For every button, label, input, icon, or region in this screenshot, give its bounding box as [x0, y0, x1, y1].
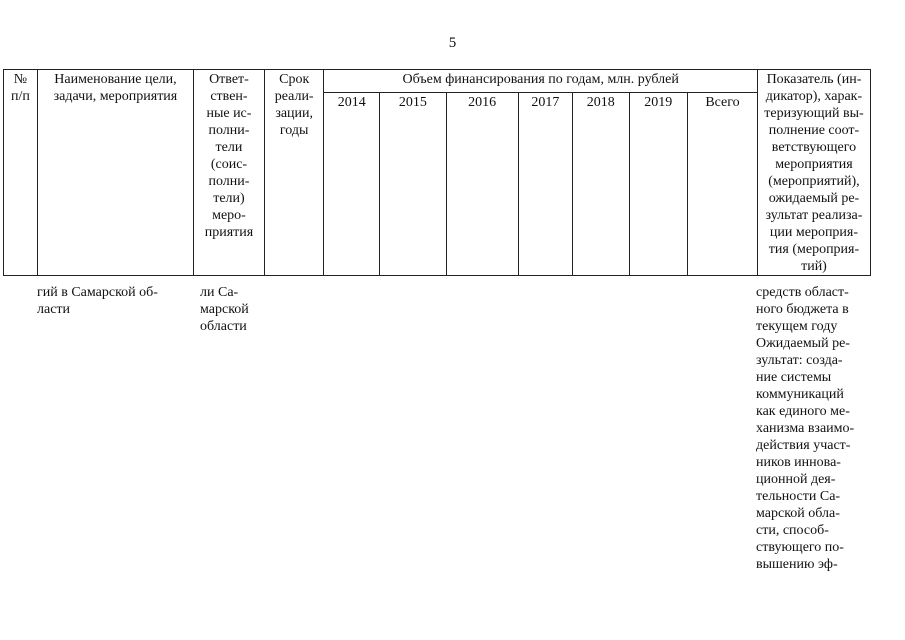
header-year-2018: 2018: [573, 93, 629, 276]
header-year-2019: 2019: [629, 93, 688, 276]
header-year-2015: 2015: [379, 93, 446, 276]
continued-executor-text: ли Са- марской области: [200, 285, 249, 334]
continued-goal-text: гий в Самарской об- ласти: [37, 285, 158, 317]
header-executor: Ответ- ствен- ные ис- полни- тели (соис- полни- тели) меро- приятия: [194, 70, 265, 276]
page-number: 5: [448, 35, 457, 51]
header-term: Срок реали- зации, годы: [264, 70, 324, 276]
financing-table: [3, 69, 871, 276]
header-number: № п/п: [4, 70, 38, 276]
header-year-2017: 2017: [518, 93, 572, 276]
header-indicator: Показатель (ин- дикатор), харак- теризующий вы- полнение соот- ветствующего мероприятия (мероприятий), ожидаемый ре- зультат реализа- ции мероприя- тия (мероприя- тий): [757, 70, 870, 276]
continued-indicator-text: средств област- ного бюджета в текущем году Ожидаемый ре- зультат: созда- ние системы коммуникаций как единого ме- ханизма взаимо- действия участ- ников иннова- ционной дея- тельности Са- марской обла- сти, способ- ствующего по- вышению эф-: [756, 285, 855, 572]
header-total: Всего: [688, 93, 758, 276]
header-year-2014: 2014: [324, 93, 379, 276]
header-year-2016: 2016: [446, 93, 518, 276]
header-name: Наименование цели, задачи, мероприятия: [37, 70, 193, 276]
header-row: [4, 70, 871, 93]
header-financing: Объем финансирования по годам, млн. рублей: [324, 70, 757, 93]
